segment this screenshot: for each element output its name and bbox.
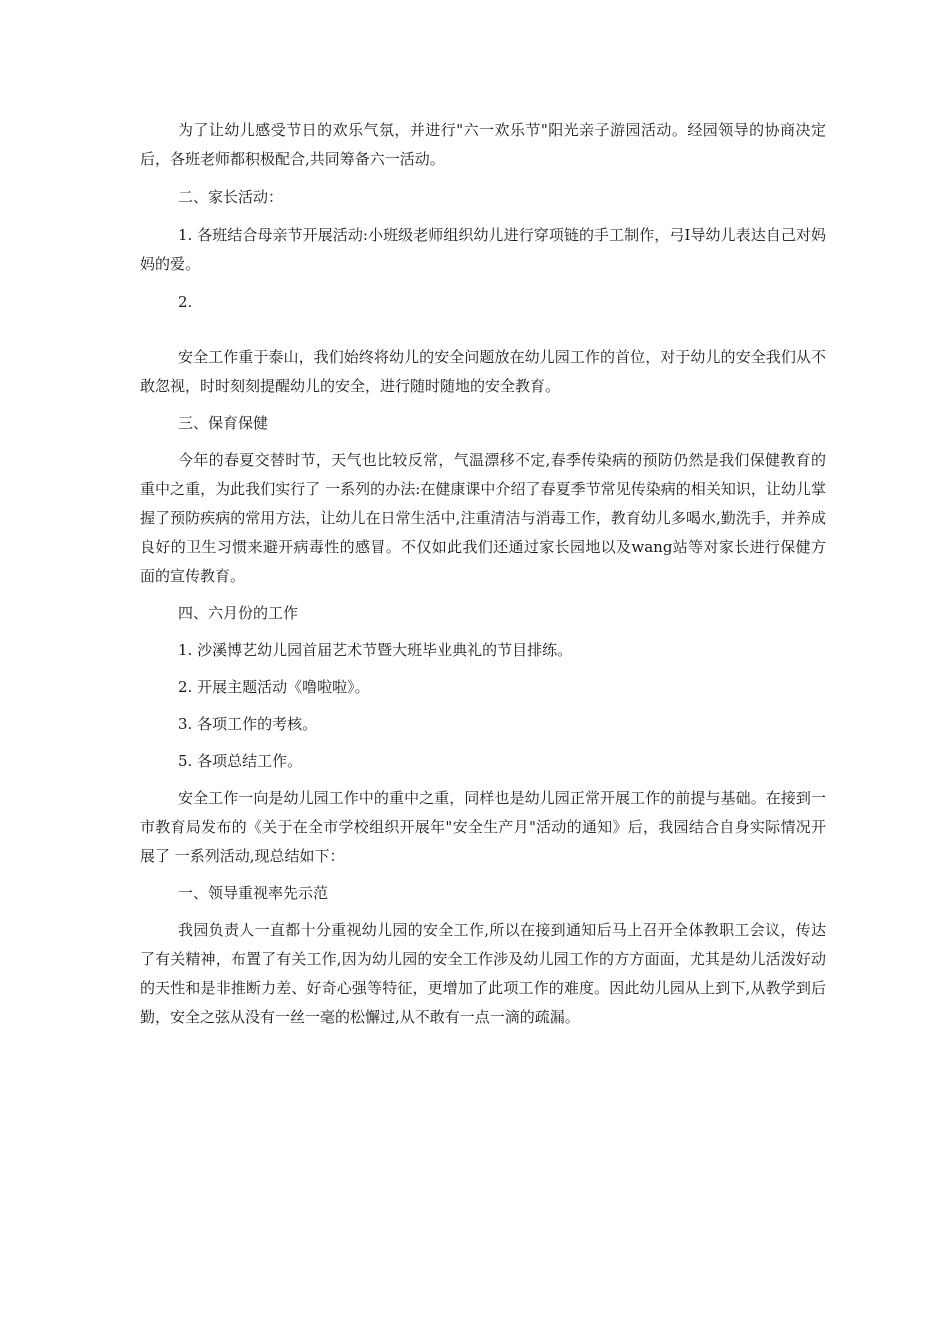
june-work-item: 2. 开展主题活动《噜啦啦》。: [178, 678, 370, 696]
heading-parent-activities: 二、家长活动：: [178, 188, 284, 206]
paragraph-health-care: 今年的春夏交替时节，天气也比较反常，气温漂移不定,春季传染病的预防仍然是我们保健教育的重中之重，为此我们实行了 一系列的办法:在健康课中介绍了春夏季节常见传染病的相关知识，让幼儿掌握了预防疾病的常用方法，让幼儿在日常生活中,注重清洁与消毒工作，教育幼儿多喝水,勤洗手，并养成良好的卫生习惯来避开病毒性的感冒。不仅如此我们还通过家长园地以及wang站等对家长进行保健方面的宣传教育。: [140, 451, 826, 585]
paragraph-safety-first: 安全工作重于泰山，我们始终将幼儿的安全问题放在幼儿园工作的首位，对于幼儿的安全我们从不敢忽视，时时刻刻提醒幼儿的安全，进行随时随地的安全教育。: [140, 348, 826, 395]
paragraph-safety-month: 安全工作一向是幼儿园工作中的重中之重，同样也是幼儿园正常开展工作的前提与基础。在接到一市教育局发布的《关于在全市学校组织开展年"安全生产月"活动的通知》后，我园结合自身实际情况开展了 一系列活动,现总结如下：: [140, 789, 826, 865]
heading-june-work: 四、六月份的工作: [178, 604, 299, 622]
heading-health-care: 三、保育保健: [178, 414, 269, 432]
parent-activity-item-1: 1. 各班结合母亲节开展活动:小班级老师组织幼儿进行穿项链的手工制作，弓I导幼儿表达自己对妈妈的爱。: [140, 226, 826, 273]
june-work-item: 1. 沙溪博艺幼儿园首届艺术节暨大班毕业典礼的节目排练。: [178, 641, 573, 659]
june-work-item: 5. 各项总结工作。: [178, 752, 303, 770]
paragraph-leadership: 我园负责人一直都十分重视幼儿园的安全工作,所以在接到通知后马上召开全体教职工会议，传达了有关精神，布置了有关工作,因为幼儿园的安全工作涉及幼儿园工作的方方面面，尤其是幼儿活泼好动的天性和是非推断力差、好奇心强等特征，更增加了此项工作的难度。因此幼儿园从上到下,从教学到后勤，安全之弦从没有一丝一毫的松懈过,从不敢有一点一滴的疏漏。: [140, 921, 826, 1026]
parent-activity-item-2: 2.: [178, 293, 193, 311]
heading-leadership: 一、领导重视率先示范: [178, 884, 329, 902]
paragraph-children-day: 为了让幼儿感受节日的欢乐气氛，并进行"六一欢乐节"阳光亲子游园活动。经园领导的协商决定后，各班老师都积极配合,共同筹备六一活动。: [140, 121, 826, 168]
document-page: [140, 116, 826, 1032]
june-work-item: 3. 各项工作的考核。: [178, 715, 318, 733]
